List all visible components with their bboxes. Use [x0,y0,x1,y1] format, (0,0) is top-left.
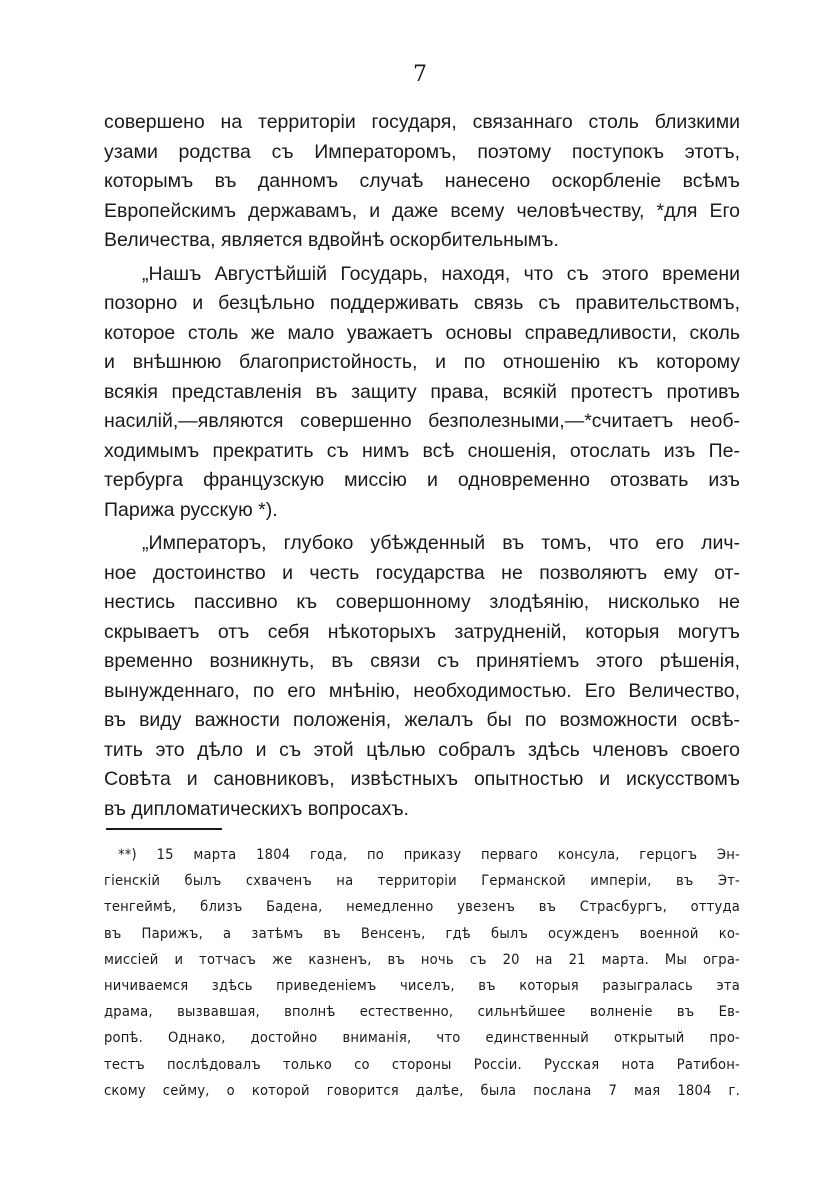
text-line: всякія представленія въ защиту права, всякій протестъ противъ [104,380,740,403]
text-line: ходимымъ прекратить съ нимъ всѣ сношенія, отослать изъ Пе- [104,439,740,462]
text-line: позорно и безцѣльно поддерживать связь съ правительствомъ, [104,292,740,314]
paragraph-3 [104,529,740,824]
text-line: въ виду важности положенія, желалъ бы по возможности освѣ- [104,709,740,731]
footnote-line: ропѣ. Однако, достойно вниманія, что единственный открытый про- [104,1029,740,1047]
text-line: которымъ въ данномъ случаѣ нанесено оскорбленіе всѣмъ [104,170,740,192]
footnote-line: тенгеймѣ, близъ Бадена, немедленно увезенъ въ Страсбургъ, оттуда [104,898,740,916]
footnote-line: **) 15 марта 1804 года, по приказу перваго консула, герцогъ Эн- [118,846,740,863]
text-line: „Императоръ, глубоко убѣжденный въ томъ, что его лич- [142,532,740,554]
main-text [104,108,740,824]
text-line: „Нашъ Августѣйшій Государь, находя, что съ этого времени [142,262,740,285]
text-line: которое столь же мало уважаетъ основы справедливости, сколь [104,321,740,344]
text-line: Совѣта и сановниковъ, извѣстныхъ опытностью и искусствомъ [104,768,740,790]
text-line: скрываетъ отъ себя нѣкоторыхъ затрудненій, которыя могутъ [104,620,740,643]
text-line: тербурга французскую миссію и одновременно отозвать изъ [104,469,740,491]
text-line: Европейскимъ державамъ, и даже всему человѣчеству, *для Его [104,199,740,222]
paragraph-1 [104,108,740,256]
text-line: въ дипломатическихъ вопросахъ. [104,797,409,820]
text-line: ное достоинство и честь государства не позволяютъ ему от- [104,561,740,584]
footnote-line: гіенскій былъ схваченъ на территоріи Германской имперіи, въ Эт- [104,872,740,890]
footnote-line: тестъ послѣдовалъ только со стороны Россіи. Русская нота Ратибон- [104,1055,740,1073]
text-line: Парижа русскую *). [104,498,278,521]
paragraph-2 [104,260,740,526]
text-line: Величества, является вдвойнѣ оскорбительнымъ. [104,229,559,251]
text-line: и внѣшнюю благопристойность, и по отношенію къ которому [104,351,740,373]
footnote-line: въ Парижъ, а затѣмъ въ Венсенъ, гдѣ былъ осужденъ военной ко- [104,924,740,942]
footnote-line: ничиваемся здѣсь приведеніемъ чиселъ, въ которыя разыгралась эта [104,977,740,995]
footnote-line: скому сейму, о которой говорится далѣе, была послана 7 мая 1804 г. [104,1081,740,1099]
text-line: вынужденнаго, по его мнѣнію, необходимостью. Его Величество, [104,679,740,702]
text-line: совершено на территоріи государя, связаннаго столь близкими [104,111,740,133]
text-line: насилій,—являются совершенно безполезными,—*считаетъ необ- [104,410,740,432]
text-line: временно возникнуть, въ связи съ принятіемъ этого рѣшенія, [104,650,740,672]
text-line: нестись пассивно къ совершонному злодѣянію, нисколько не [104,591,740,613]
footnote-line: драма, вызвавшая, вполнѣ естественно, сильнѣйшее волненіе въ Ев- [104,1003,740,1021]
footnote [104,842,740,1104]
text-line: узами родства съ Императоромъ, поэтому поступокъ этотъ, [104,140,740,163]
footnote-separator [106,828,222,830]
text-line: тить это дѣло и съ этой цѣлью собралъ здѣсь членовъ своего [104,738,740,761]
footnote-line: миссіей и тотчасъ же казненъ, въ ночь съ 20 на 21 марта. Мы огра- [104,950,740,968]
page-number: 7 [413,62,427,87]
